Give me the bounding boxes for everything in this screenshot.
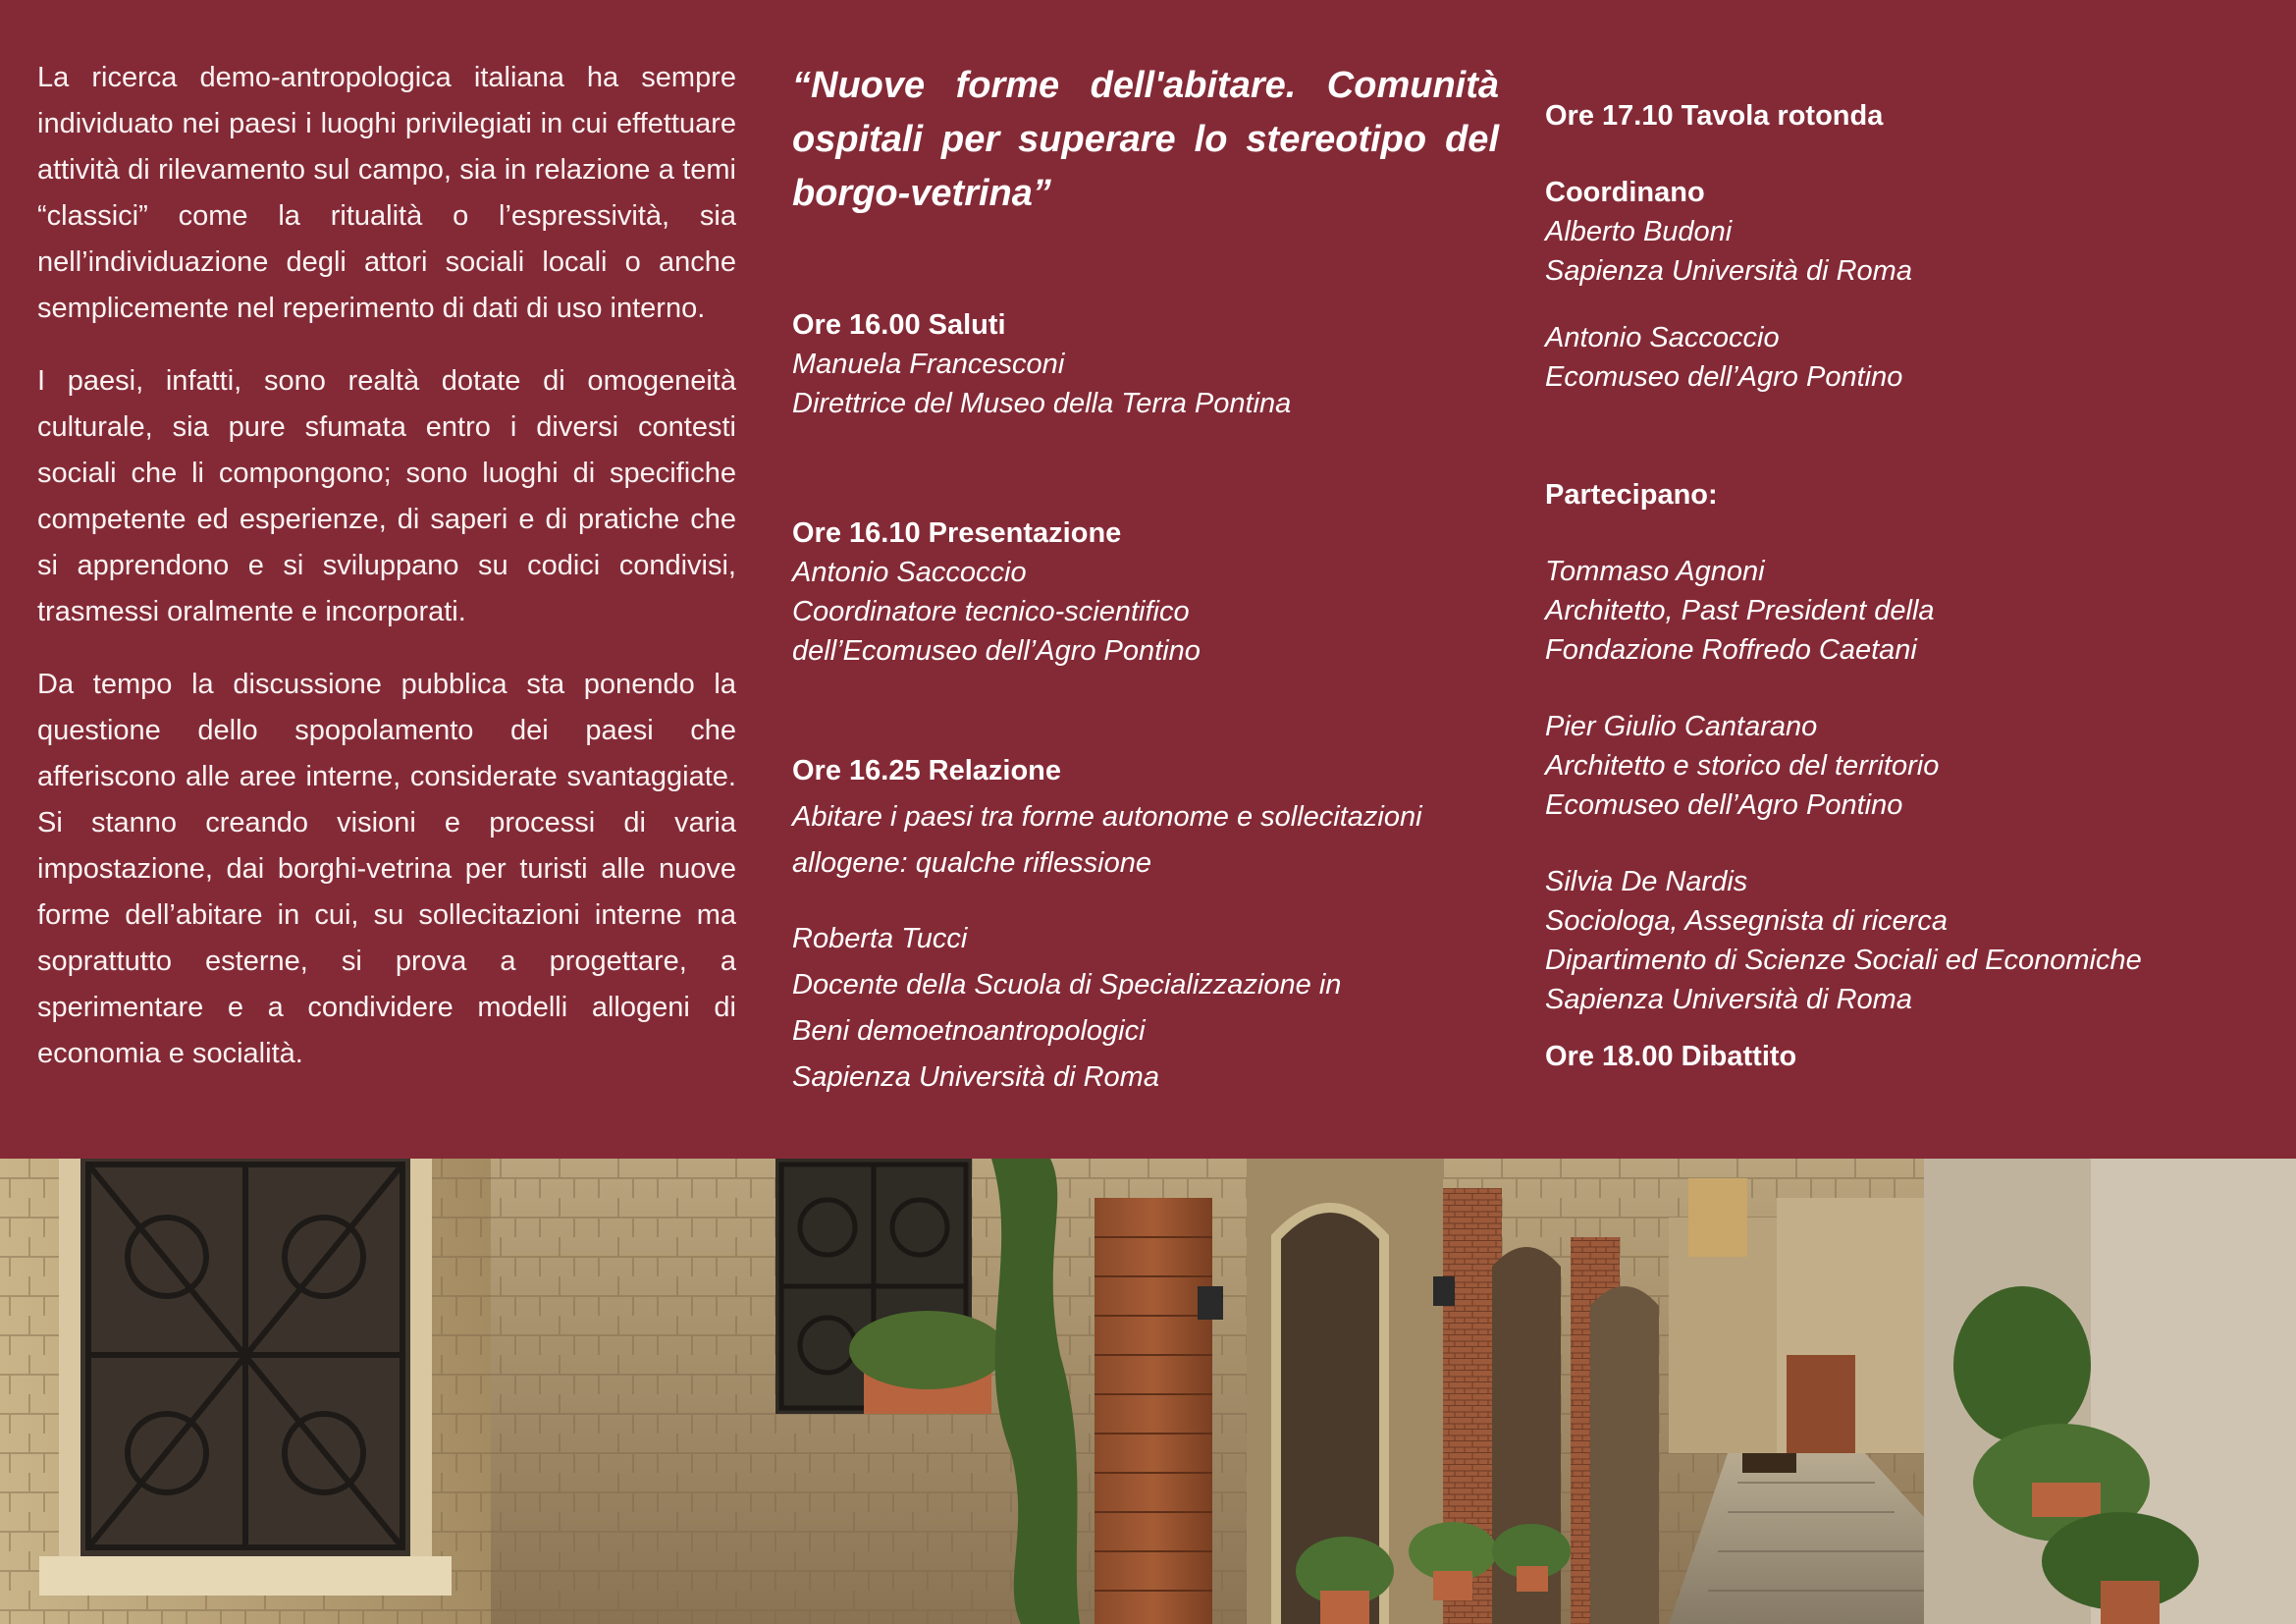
saluti-time: Ore 16.00 Saluti [792,309,1006,341]
coordinator-1-name: Alberto Budoni [1545,216,1733,247]
relazione-role-1: Docente della Scuola di Specializzazione in [792,969,1342,1001]
arched-door-3 [1590,1286,1659,1624]
intro-paragraph-1: La ricerca demo-antropologica italiana ha sempre individuato nei paesi i luoghi privilegiati in cui effettuare attività di rilevamento sul campo, sia in relazione a temi “classici” come la ritualità o l’espressività, sia nell’individuazione degli attori sociali locali o anche semplicemente nel reperimento di dati di uso interno. [37,62,736,324]
dibattito-time: Ore 18.00 Dibattito [1545,1041,1797,1072]
relazione-time: Ore 16.25 Relazione [792,755,1062,786]
relazione-topic-2: allogene: qualche riflessione [792,847,1151,879]
participant-2-name: Pier Giulio Cantarano [1545,711,1818,742]
wooden-door-1 [1095,1198,1212,1624]
presentazione-role-2: dell’Ecomuseo dell’Agro Pontino [792,635,1201,667]
program-column [792,59,1499,1101]
round-table-column [1545,96,2252,1076]
coordinator-2-name: Antonio Saccoccio [1545,322,1780,353]
participant-3-role-1: Sociologa, Assegnista di ricerca [1545,905,1948,937]
alley-illustration [0,1159,2296,1624]
participant-3-name: Silvia De Nardis [1545,866,1748,897]
relazione-role-2: Beni demoetnoantropologici [792,1015,1146,1047]
intro-paragraph-2: I paesi, infatti, sono realtà dotate di omogeneità culturale, sia pure sfumata entro i diversi contesti sociali che li compongono; sono luoghi di specifiche competente ed esperienze, di saperi e di pratiche che si apprendono e si sviluppano su codici condivisi, trasmessi oralmente e incorporati. [37,365,736,627]
partecipano-label: Partecipano: [1545,479,1718,511]
participant-3-role-3: Sapienza Università di Roma [1545,984,1912,1015]
participant-2-role-2: Ecomuseo dell’Agro Pontino [1545,789,1903,821]
far-door [1787,1355,1855,1453]
mailbox-icon [1198,1286,1223,1320]
participant-1-role-2: Fondazione Roffredo Caetani [1545,634,1917,666]
coordinator-2-affiliation: Ecomuseo dell’Agro Pontino [1545,361,1903,393]
right-flower-pot [2101,1581,2160,1624]
relazione-speaker: Roberta Tucci [792,923,968,954]
saluti-speaker: Manuela Francesconi [792,349,1065,380]
iron-grille-icon [88,1164,402,1547]
coordinator-1-affiliation: Sapienza Università di Roma [1545,255,1912,287]
intro-column [37,55,736,1104]
participant-1-role-1: Architetto, Past President della [1545,595,1935,626]
presentazione-speaker: Antonio Saccoccio [792,557,1027,588]
intro-paragraph-3: Da tempo la discussione pubblica sta ponendo la questione dello spopolamento dei paesi che afferiscono alle aree interne, considerate svantaggiate. Si stanno creando visioni e processi di varia impostazione, dai borghi-vetrina per turisti alle nuove forme dell’abitare in cui, su sollecitazioni interne ma soprattutto esterne, si prova a progettare, a sperimentare e a condividere modelli allogeni di economia e socialità. [37,669,736,1069]
relazione-role-3: Sapienza Università di Roma [792,1061,1159,1093]
relazione-topic-1: Abitare i paesi tra forme autonome e sollecitazioni [792,801,1422,833]
village-alley-photo [0,1159,2296,1624]
tavola-time: Ore 17.10 Tavola rotonda [1545,100,1884,132]
presentazione-role-1: Coordinatore tecnico-scientifico [792,596,1190,627]
participant-3-role-2: Dipartimento di Scienze Sociali ed Economiche [1545,945,2142,976]
saluti-role: Direttrice del Museo della Terra Pontina [792,388,1292,419]
participant-1-name: Tommaso Agnoni [1545,556,1765,587]
bench [1742,1453,1796,1473]
relazione-block [792,751,1499,1101]
saluti-block [792,305,1499,423]
event-title: “Nuove forme dell'abitare. Comunità ospitali per superare lo stereotipo del borgo-vetrina” [792,65,1499,214]
presentazione-block [792,514,1499,671]
participant-2-role-1: Architetto e storico del territorio [1545,750,1940,782]
coordinano-label: Coordinano [1545,177,1705,208]
presentazione-time: Ore 16.10 Presentazione [792,517,1122,549]
